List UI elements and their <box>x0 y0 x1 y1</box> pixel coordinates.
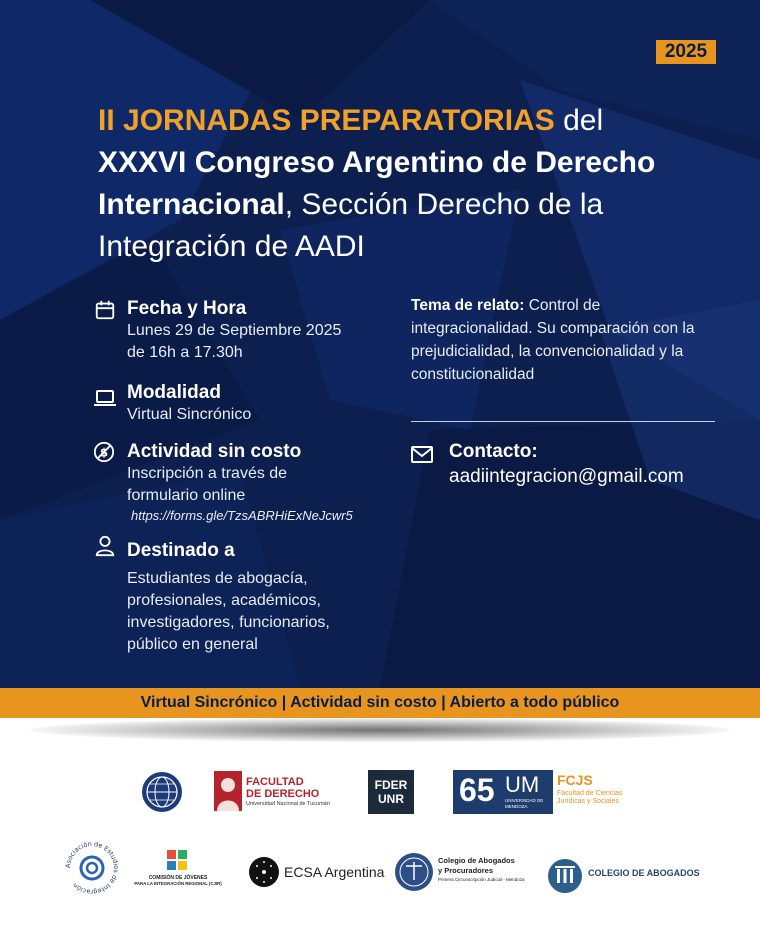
contacto-heading: Contacto: <box>449 441 538 462</box>
um-sub: UNIVERSIDAD DE MENDOZA <box>505 798 544 809</box>
fecha-date: Lunes 29 de Septiembre 2025 <box>127 322 342 339</box>
no-cost-icon <box>93 441 115 463</box>
person-icon <box>94 535 116 557</box>
title-highlight: II JORNADAS PREPARATORIAS <box>98 104 555 137</box>
destinado-block <box>127 540 407 656</box>
colegio-mza-line2: y Procuradores <box>438 866 494 875</box>
derecho-line1: FACULTAD <box>246 776 304 788</box>
destinado-line: investigadores, funcionarios, <box>127 614 330 631</box>
destinado-line: profesionales, académicos, <box>127 592 321 609</box>
derecho-line2: DE DERECHO <box>246 788 320 800</box>
band-shadow <box>30 718 730 742</box>
colegio-mendoza-seal <box>394 852 434 892</box>
mail-icon <box>410 445 434 465</box>
fecha-heading: Fecha y Hora <box>127 298 247 319</box>
facultad-derecho-logo <box>214 771 334 813</box>
fecha-block <box>127 298 397 364</box>
laptop-icon <box>93 387 117 409</box>
um-abbr: UM <box>505 772 540 797</box>
fder-unr-logo <box>368 770 414 814</box>
tema-text: Control de integracionalidad. Su comparación con la prejudicialidad, la convencionalidad y la constitucionalidad <box>411 297 695 383</box>
colegio-abogados-label: COLEGIO DE ABOGADOS <box>588 868 700 878</box>
tema-block <box>411 294 721 386</box>
costo-block <box>127 441 407 525</box>
cjir-line1: COMISIÓN DE JÓVENES <box>148 875 208 881</box>
costo-line2: formulario online <box>127 487 246 504</box>
title-rest: , Sección Derecho de la Integración de AADI <box>98 188 604 263</box>
destinado-line: Estudiantes de abogacía, <box>127 570 308 587</box>
portrait-icon <box>214 771 242 811</box>
contact-email[interactable]: aadiintegracion@gmail.com <box>449 466 684 487</box>
ecsa-label: ECSA Argentina <box>284 864 385 880</box>
aadi-logo <box>141 771 183 813</box>
title-del: del <box>554 104 604 137</box>
svg-text:$: $ <box>99 445 109 460</box>
event-title <box>98 100 698 268</box>
um-logo <box>453 770 553 814</box>
fder-line2: UNR <box>378 792 404 806</box>
info-band-text: Virtual Sincrónico | Actividad sin costo | Abierto a todo público <box>140 694 620 711</box>
svg-text:Asociación de Estudios de Inte <box>64 840 120 896</box>
fder-line1: FDER <box>374 778 408 792</box>
title-congreso: XXXVI Congreso Argentino de Derecho Internacional <box>98 146 656 221</box>
tema-label: Tema de relato: <box>411 297 525 314</box>
modalidad-block <box>127 382 397 426</box>
costo-heading: Actividad sin costo <box>127 441 302 462</box>
modalidad-value: Virtual Sincrónico <box>127 406 252 423</box>
cjir-line2: PARA LA INTEGRACIÓN REGIONAL (CJIR) <box>134 881 222 886</box>
costo-line1: Inscripción a través de <box>127 465 288 482</box>
cjir-logo <box>133 848 223 902</box>
colegio-mendoza-text <box>438 856 538 884</box>
destinado-line: público en general <box>127 636 258 653</box>
colegio-mza-line3: Primera Circunscripción Judicial - Mendoza <box>438 877 525 882</box>
form-link[interactable]: https://forms.gle/TzsABRHiExNeJcwr5 <box>131 508 353 523</box>
asociacion-ring-text: Asociación de Estudios de Integración <box>63 839 121 897</box>
destinado-heading: Destinado a <box>127 540 235 561</box>
modalidad-heading: Modalidad <box>127 382 221 403</box>
fcjs-sub2: Jurídicas y Sociales <box>557 798 619 805</box>
divider <box>411 421 715 422</box>
ecsa-globe-icon <box>248 856 280 888</box>
fcjs-logo <box>553 770 633 814</box>
fecha-time: de 16h a 17.30h <box>127 344 243 361</box>
um-65-mark: 65 <box>459 772 495 808</box>
derecho-line3: Universidad Nacional de Tucumán <box>246 801 330 807</box>
colegio-mza-line1: Colegio de Abogados <box>438 856 515 865</box>
asociacion-integracion-logo <box>62 838 122 898</box>
colegio-abogados-emblem <box>547 858 583 894</box>
cjir-mark <box>165 848 189 872</box>
fcjs-title: FCJS <box>557 772 593 788</box>
calendar-icon <box>94 299 116 321</box>
fcjs-sub1: Facultad de Ciencias <box>557 790 623 797</box>
year-badge: 2025 <box>656 40 716 64</box>
